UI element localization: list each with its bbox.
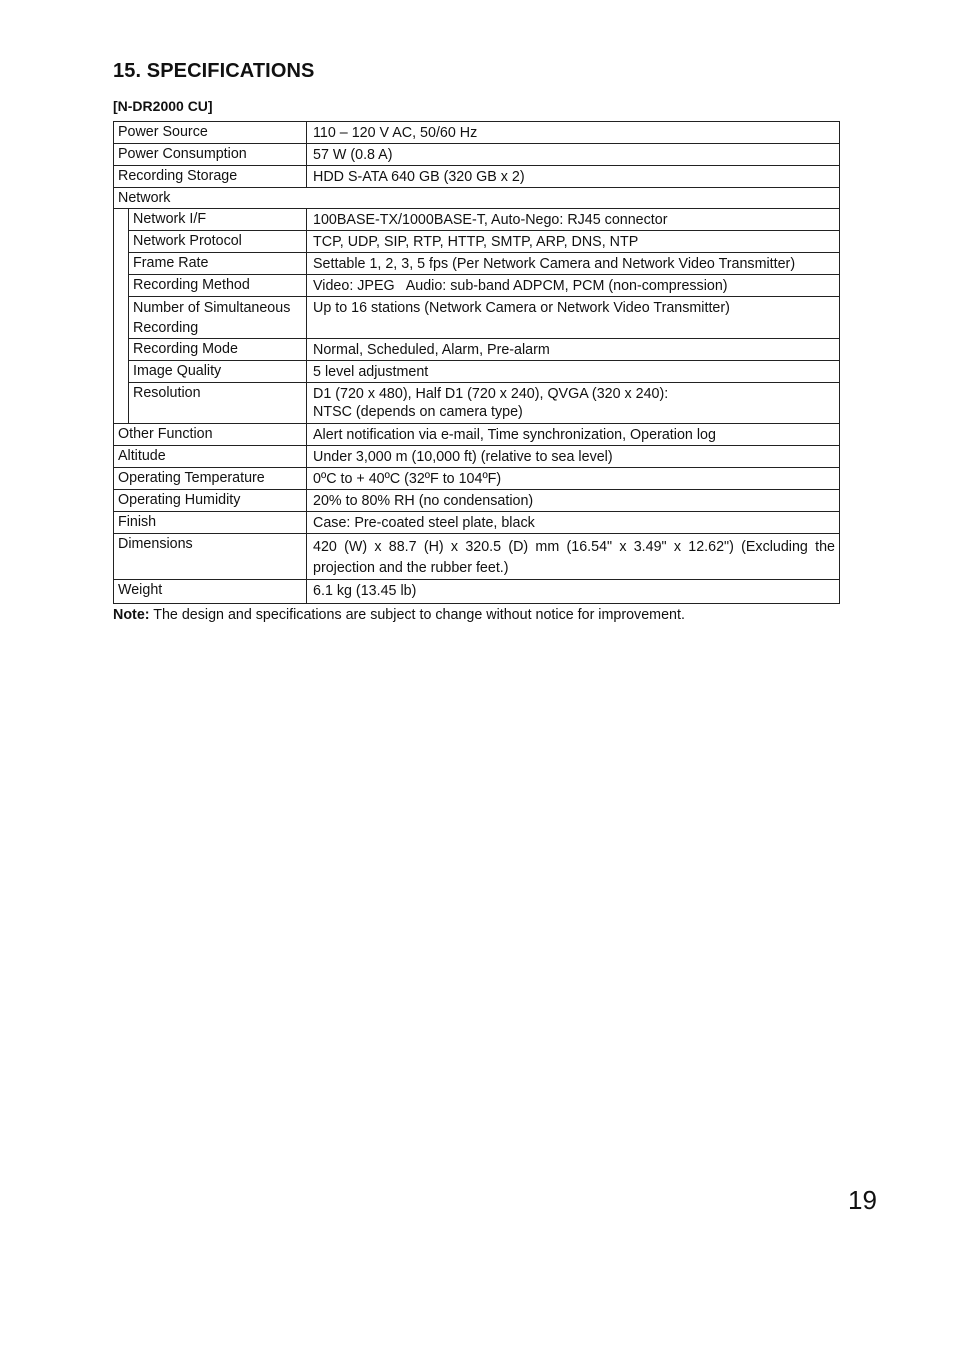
spec-value-line: D1 (720 x 480), Half D1 (720 x 240), QVGA (320 x 240): xyxy=(313,386,669,402)
spec-value: 6.1 kg (13.45 lb) xyxy=(307,580,840,604)
indent-cell xyxy=(114,231,129,253)
table-row xyxy=(114,534,840,580)
table-row xyxy=(114,253,840,275)
spec-label: Operating Humidity xyxy=(114,490,307,512)
spec-label: Frame Rate xyxy=(129,253,307,275)
indent-cell xyxy=(114,275,129,297)
table-row xyxy=(114,122,840,144)
spec-value: 420 (W) x 88.7 (H) x 320.5 (D) mm (16.54" x 3.49" x 12.62") (Excluding the projection and the rubber feet.) xyxy=(307,534,840,580)
table-row xyxy=(114,231,840,253)
table-row xyxy=(114,209,840,231)
page-number: 19 xyxy=(848,1185,877,1215)
indent-cell xyxy=(114,297,129,339)
spec-label: Image Quality xyxy=(129,361,307,383)
spec-label: Other Function xyxy=(114,424,307,446)
spec-value: Case: Pre-coated steel plate, black xyxy=(307,512,840,534)
model-heading: [N-DR2000 CU] xyxy=(113,98,213,114)
table-row xyxy=(114,144,840,166)
spec-value: 20% to 80% RH (no condensation) xyxy=(307,490,840,512)
spec-value: Up to 16 stations (Network Camera or Network Video Transmitter) xyxy=(307,297,840,339)
table-row xyxy=(114,512,840,534)
spec-value-line: NTSC (depends on camera type) xyxy=(313,404,523,420)
table-row xyxy=(114,383,840,424)
table-row xyxy=(114,490,840,512)
spec-label: Finish xyxy=(114,512,307,534)
table-row xyxy=(114,468,840,490)
table-row xyxy=(114,188,840,209)
spec-value: 57 W (0.8 A) xyxy=(307,144,840,166)
page-title: 15. SPECIFICATIONS xyxy=(113,60,315,82)
spec-value: 0ºC to + 40ºC (32ºF to 104ºF) xyxy=(307,468,840,490)
spec-label: Network I/F xyxy=(129,209,307,231)
spec-value: Under 3,000 m (10,000 ft) (relative to sea level) xyxy=(307,446,840,468)
indent-cell xyxy=(114,383,129,424)
spec-label: Power Consumption xyxy=(114,144,307,166)
spec-value: HDD S-ATA 640 GB (320 GB x 2) xyxy=(307,166,840,188)
spec-value xyxy=(307,383,840,424)
spec-value: 100BASE-TX/1000BASE-T, Auto-Nego: RJ45 connector xyxy=(307,209,840,231)
table-row xyxy=(114,275,840,297)
spec-label: Power Source xyxy=(114,122,307,144)
spec-label: Recording Mode xyxy=(129,339,307,361)
indent-cell xyxy=(114,339,129,361)
spec-value: Alert notification via e-mail, Time synchronization, Operation log xyxy=(307,424,840,446)
note-label: Note: xyxy=(113,607,150,623)
spec-group-label: Network xyxy=(114,188,840,209)
spec-value: 110 – 120 V AC, 50/60 Hz xyxy=(307,122,840,144)
indent-cell xyxy=(114,209,129,231)
spec-label: Weight xyxy=(114,580,307,604)
table-row xyxy=(114,361,840,383)
footnote xyxy=(113,607,685,623)
spec-label: Recording Method xyxy=(129,275,307,297)
spec-value: TCP, UDP, SIP, RTP, HTTP, SMTP, ARP, DNS, NTP xyxy=(307,231,840,253)
table-row xyxy=(114,424,840,446)
indent-cell xyxy=(114,253,129,275)
spec-label: Operating Temperature xyxy=(114,468,307,490)
table-row xyxy=(114,339,840,361)
spec-label: Network Protocol xyxy=(129,231,307,253)
table-row xyxy=(114,297,840,339)
indent-cell xyxy=(114,361,129,383)
spec-value: Normal, Scheduled, Alarm, Pre-alarm xyxy=(307,339,840,361)
table-row xyxy=(114,446,840,468)
spec-label: Recording Storage xyxy=(114,166,307,188)
spec-value: Settable 1, 2, 3, 5 fps (Per Network Camera and Network Video Transmitter) xyxy=(307,253,840,275)
table-row xyxy=(114,580,840,604)
spec-label: Number of Simultaneous Recording xyxy=(129,297,307,339)
note-text: The design and specifications are subject to change without notice for improvement. xyxy=(149,607,685,623)
specifications-table xyxy=(113,121,840,604)
spec-label: Altitude xyxy=(114,446,307,468)
spec-label: Dimensions xyxy=(114,534,307,580)
spec-value: 5 level adjustment xyxy=(307,361,840,383)
spec-label: Resolution xyxy=(129,383,307,424)
spec-value: Video: JPEG Audio: sub-band ADPCM, PCM (non-compression) xyxy=(307,275,840,297)
table-row xyxy=(114,166,840,188)
